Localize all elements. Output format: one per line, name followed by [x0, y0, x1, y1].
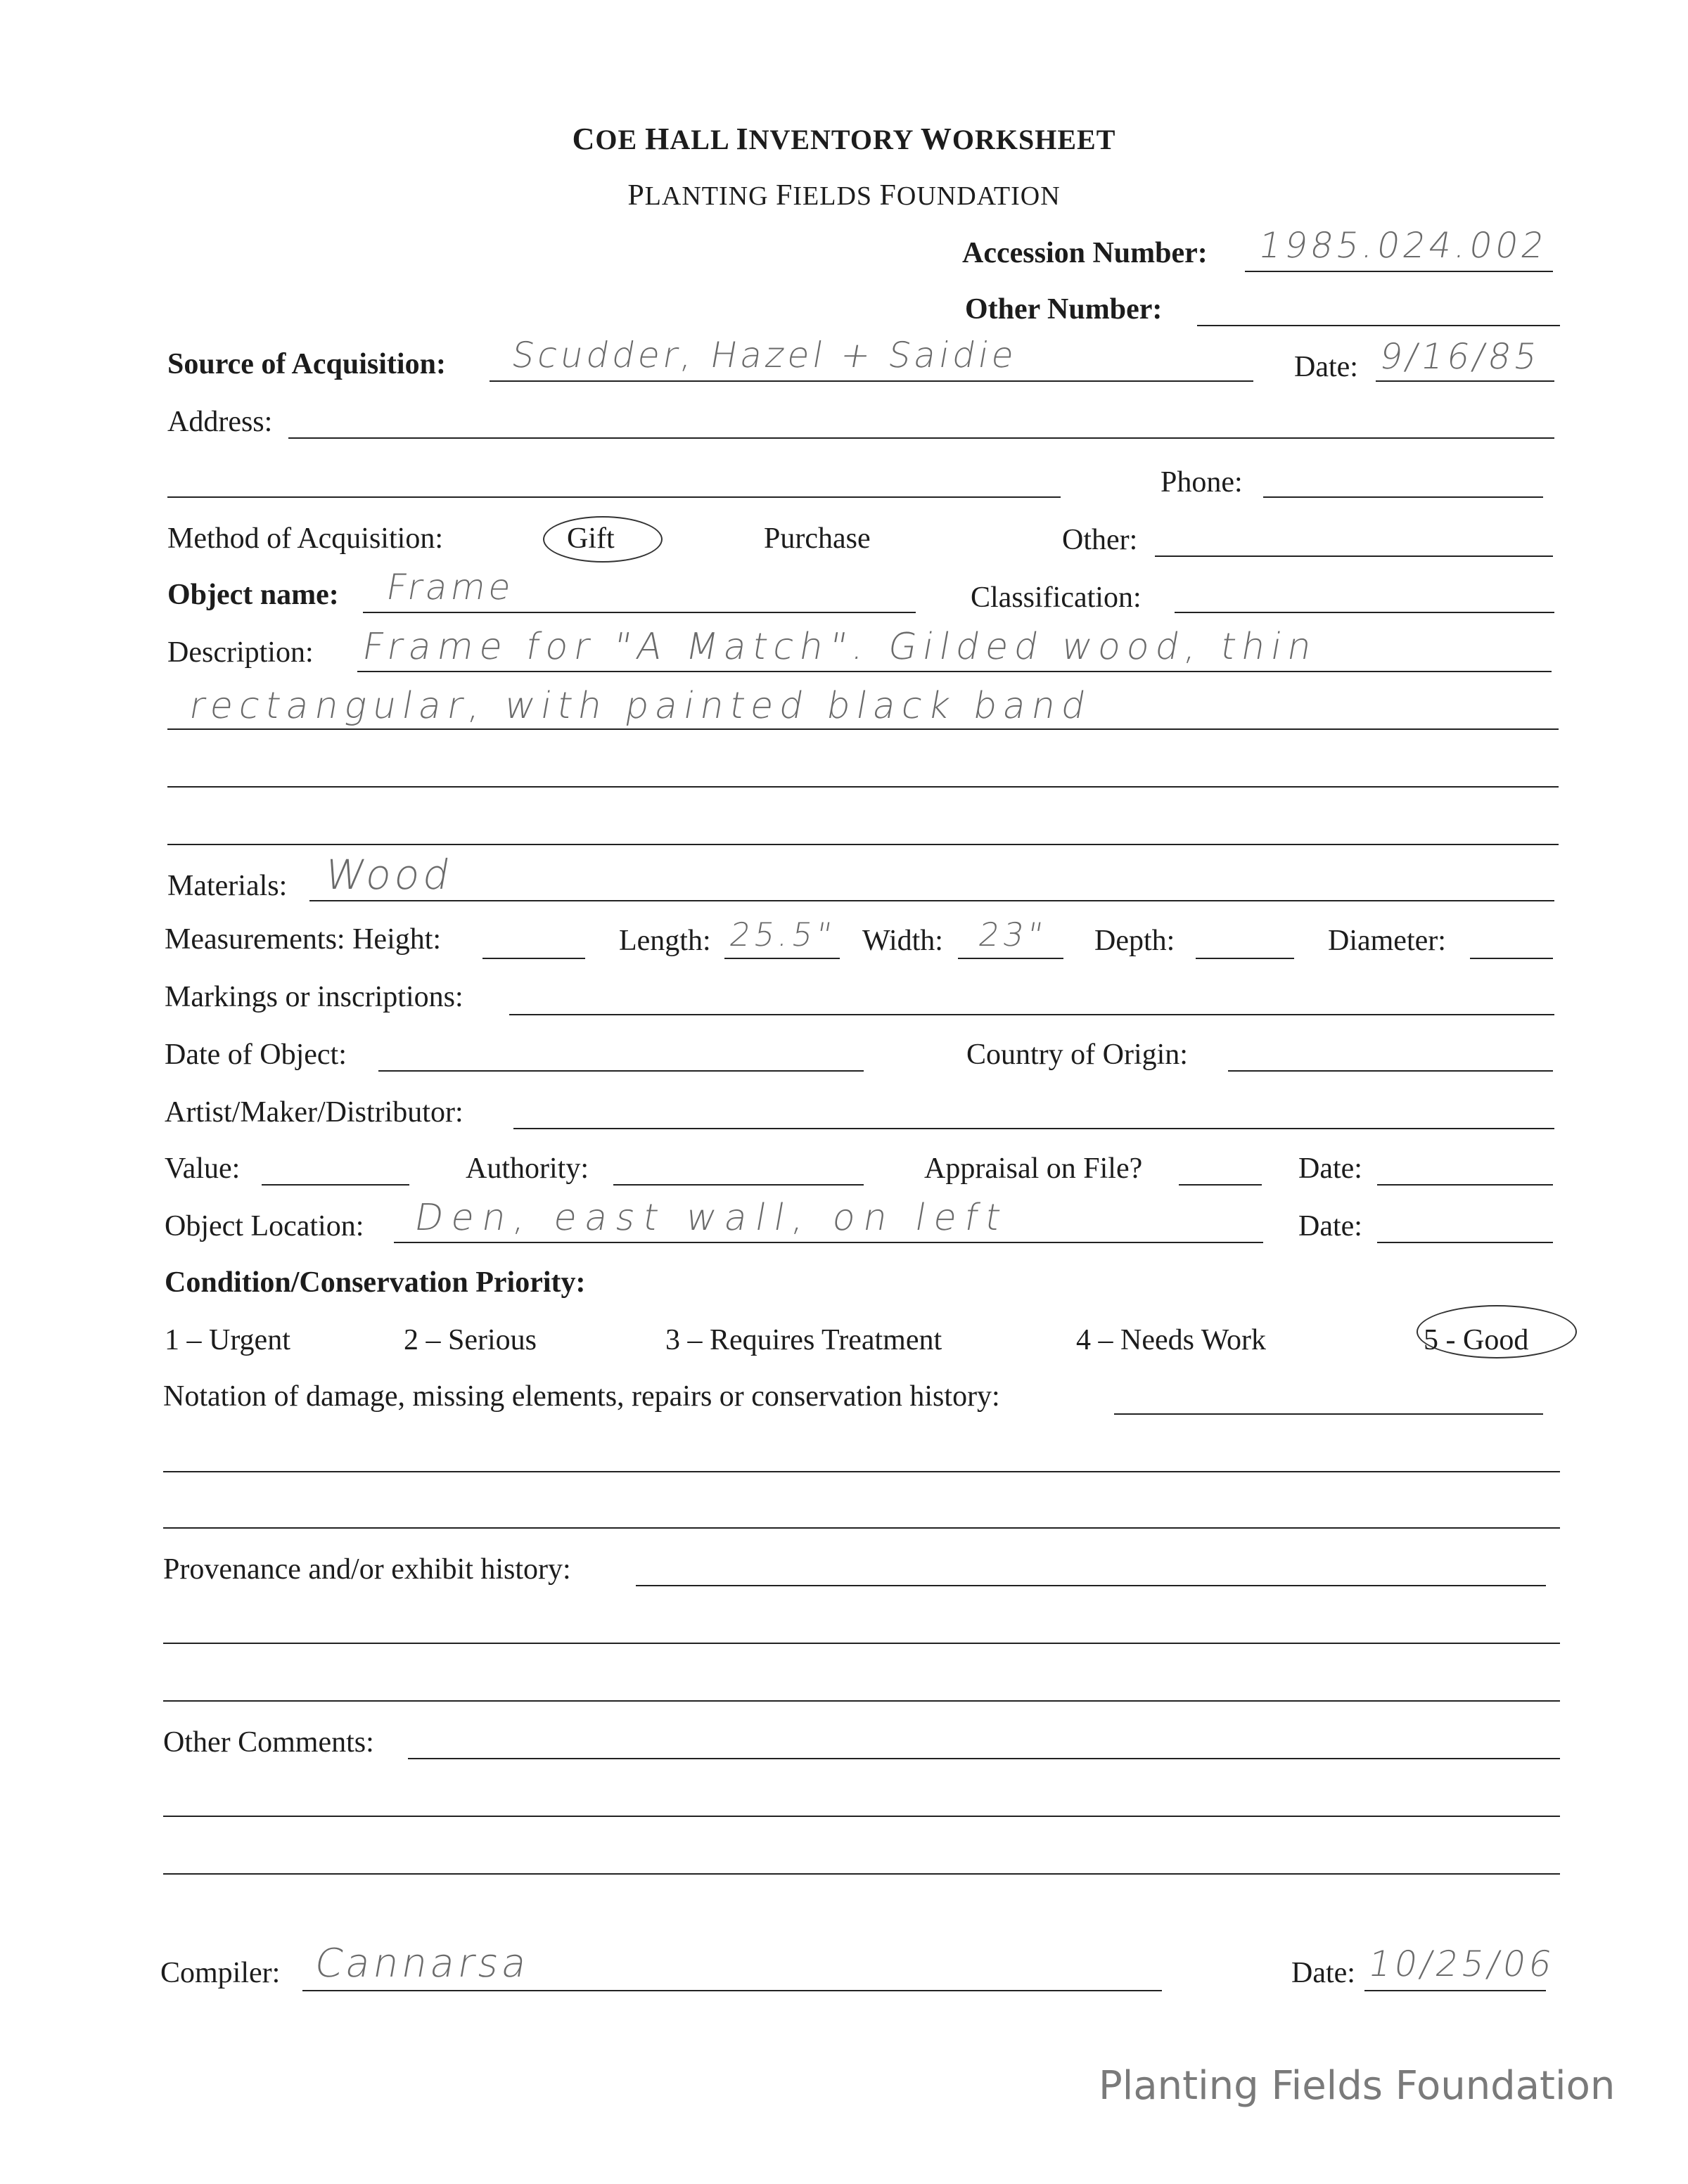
height-line[interactable]	[482, 958, 585, 959]
compiler-date-label: Date:	[1291, 1957, 1355, 1989]
markings-line[interactable]	[509, 1014, 1554, 1015]
location-line[interactable]	[394, 1242, 1263, 1243]
description-label: Description:	[167, 636, 314, 669]
source-line[interactable]	[490, 380, 1253, 382]
appraisal-date-label: Date:	[1298, 1152, 1362, 1185]
form-subtitle: PLANTING FIELDS FOUNDATION	[627, 179, 1061, 212]
condition-option-3[interactable]: 3 – Requires Treatment	[665, 1324, 942, 1356]
object-name-line[interactable]	[363, 612, 916, 613]
description-line-1[interactable]	[357, 671, 1552, 672]
address-label: Address:	[167, 406, 273, 438]
phone-line[interactable]	[1263, 496, 1543, 498]
value-line[interactable]	[262, 1184, 409, 1186]
materials-label: Materials:	[167, 870, 288, 902]
condition-option-5[interactable]: 5 - Good	[1424, 1324, 1529, 1356]
artist-line[interactable]	[513, 1128, 1554, 1129]
width-label: Width:	[862, 925, 943, 957]
provenance-line-1[interactable]	[636, 1585, 1546, 1586]
source-date-label: Date:	[1294, 351, 1358, 383]
notation-line-3[interactable]	[163, 1527, 1560, 1529]
condition-option-1[interactable]: 1 – Urgent	[165, 1324, 290, 1356]
phone-label: Phone:	[1160, 466, 1243, 499]
authority-label: Authority:	[466, 1152, 589, 1185]
description-line-4[interactable]	[167, 844, 1559, 845]
address-line-2[interactable]	[167, 496, 1061, 498]
other-number-line[interactable]	[1197, 325, 1560, 326]
diameter-label: Diameter:	[1328, 925, 1446, 957]
method-option-purchase[interactable]: Purchase	[764, 522, 871, 555]
description-line-2[interactable]	[167, 728, 1559, 730]
appraisal-line[interactable]	[1179, 1184, 1262, 1186]
method-other-label: Other:	[1062, 524, 1138, 556]
comments-line-3[interactable]	[163, 1873, 1560, 1875]
markings-label: Markings or inscriptions:	[165, 981, 463, 1013]
artist-label: Artist/Maker/Distributor:	[165, 1096, 463, 1129]
measurements-height-label: Measurements: Height:	[165, 923, 442, 956]
location-label: Object Location:	[165, 1210, 364, 1242]
width-value: 23"	[976, 916, 1049, 953]
notation-line-2[interactable]	[163, 1471, 1560, 1472]
country-label: Country of Origin:	[966, 1039, 1188, 1071]
other-number-label: Other Number:	[965, 293, 1163, 326]
classification-line[interactable]	[1175, 612, 1554, 613]
compiler-value: Cannarsa	[311, 1941, 534, 1986]
length-label: Length:	[619, 925, 711, 957]
diameter-line[interactable]	[1470, 958, 1553, 959]
country-line[interactable]	[1228, 1070, 1553, 1072]
materials-line[interactable]	[309, 900, 1554, 901]
accession-number-line[interactable]	[1245, 271, 1553, 272]
method-label: Method of Acquisition:	[167, 522, 443, 555]
condition-label: Condition/Conservation Priority:	[165, 1266, 586, 1299]
notation-line-1[interactable]	[1114, 1413, 1543, 1415]
appraisal-label: Appraisal on File?	[924, 1152, 1143, 1185]
description-line-3[interactable]	[167, 786, 1559, 788]
comments-label: Other Comments:	[163, 1726, 374, 1759]
depth-line[interactable]	[1196, 958, 1294, 959]
value-label: Value:	[165, 1152, 241, 1185]
provenance-line-3[interactable]	[163, 1700, 1560, 1702]
accession-number-value: 1985.024.002	[1255, 225, 1552, 266]
form-title: COE HALL INVENTORY WORKSHEET	[572, 122, 1116, 156]
location-value: Den, east wall, on left	[411, 1197, 1013, 1239]
condition-option-4[interactable]: 4 – Needs Work	[1076, 1324, 1266, 1356]
compiler-date-value: 10/25/06	[1364, 1944, 1559, 1984]
source-date-value: 9/16/85	[1376, 336, 1544, 377]
object-name-label: Object name:	[167, 579, 339, 611]
width-line[interactable]	[958, 958, 1063, 959]
condition-option-2[interactable]: 2 – Serious	[404, 1324, 537, 1356]
description-value-2: rectangular, with painted black band	[186, 685, 1095, 727]
method-other-line[interactable]	[1155, 555, 1553, 557]
compiler-label: Compiler:	[160, 1957, 281, 1989]
date-of-object-label: Date of Object:	[165, 1039, 347, 1071]
location-date-line[interactable]	[1377, 1242, 1553, 1243]
length-line[interactable]	[724, 958, 840, 959]
authority-line[interactable]	[613, 1184, 864, 1186]
location-date-label: Date:	[1298, 1210, 1362, 1242]
provenance-line-2[interactable]	[163, 1643, 1560, 1644]
source-date-line[interactable]	[1376, 380, 1554, 382]
source-label: Source of Acquisition:	[167, 348, 446, 380]
address-line-1[interactable]	[288, 437, 1554, 439]
date-of-object-line[interactable]	[378, 1070, 864, 1072]
materials-value: Wood	[321, 851, 457, 899]
compiler-line[interactable]	[302, 1990, 1162, 1991]
classification-label: Classification:	[971, 582, 1142, 614]
appraisal-date-line[interactable]	[1377, 1184, 1553, 1186]
watermark: Planting Fields Foundation	[1099, 2063, 1616, 2109]
length-value: 25.5"	[727, 916, 838, 953]
comments-line-2[interactable]	[163, 1816, 1560, 1817]
object-name-value: Frame	[383, 567, 518, 608]
source-value: Scudder, Hazel + Saidie	[508, 335, 1021, 375]
provenance-label: Provenance and/or exhibit history:	[163, 1553, 571, 1586]
description-value-1: Frame for "A Match". Gilded wood, thin	[359, 626, 1322, 668]
comments-line-1[interactable]	[408, 1758, 1560, 1759]
compiler-date-line[interactable]	[1364, 1990, 1546, 1991]
depth-label: Depth:	[1094, 925, 1175, 957]
notation-label: Notation of damage, missing elements, repairs or conservation history:	[163, 1380, 1000, 1413]
method-option-gift[interactable]: Gift	[567, 522, 615, 555]
accession-number-label: Accession Number:	[962, 237, 1208, 269]
